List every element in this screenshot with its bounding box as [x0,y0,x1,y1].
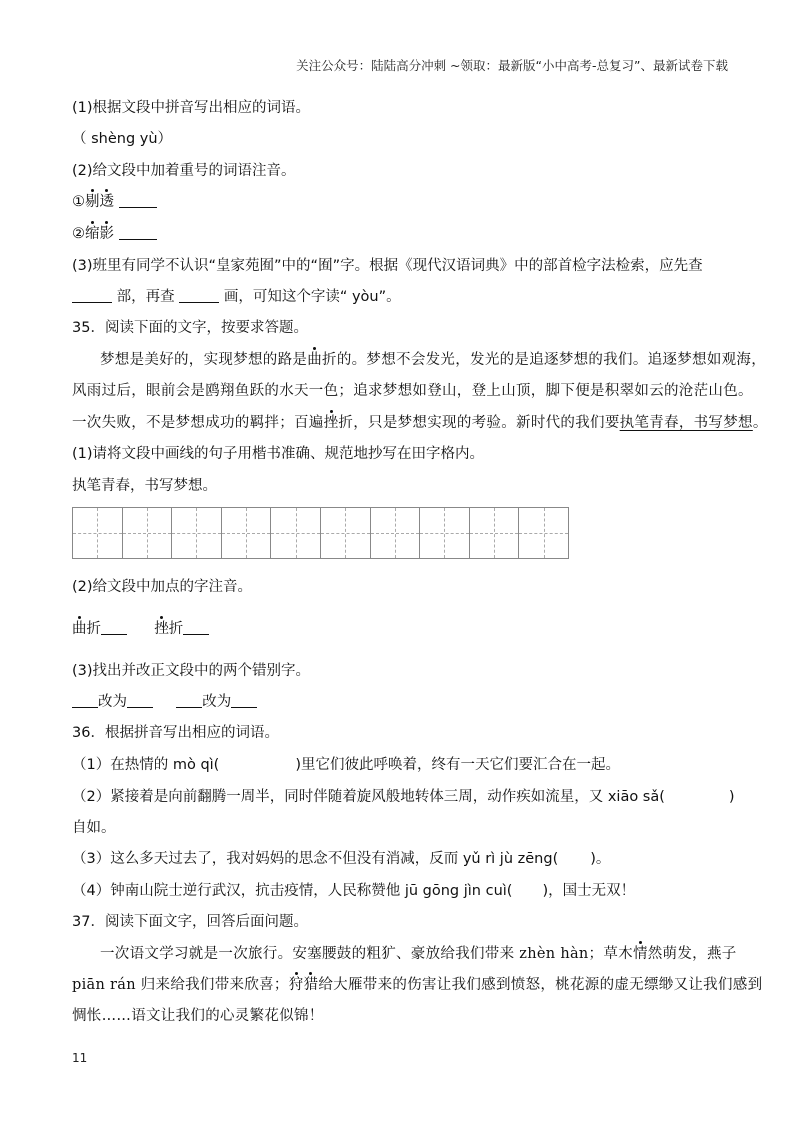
q35-part2: (2)给文段中加点的字注音。 [72,579,253,595]
grid-cell[interactable] [371,508,421,558]
item-text: （2）紧接着是向前翻腾一周半，同时伴随着旋风般地转体三周，动作疾如流星，又 xiāo sǎ( [72,789,665,805]
q36-item3 [72,849,610,869]
passage-text: 折的。梦想不会发光，发光的是追逐梦想的我们。追逐梦想如观海， [322,352,767,368]
grid-cell[interactable] [222,508,272,558]
answer-blank[interactable] [176,693,202,708]
grid-cell[interactable] [123,508,173,558]
answer-blank[interactable] [72,288,112,303]
q36-item4 [72,881,635,901]
page-header: 关注公众号：陆陆高分冲刺 ~领取：最新版“小中高考-总复习”、最新试卷下载 [296,58,728,73]
dotted-char: 狩 [288,977,304,993]
emphasis-char: 缩 [85,226,100,242]
q37-passage-line2 [72,975,762,995]
item-number: ② [72,226,85,242]
q34-part1: (1)根据文段中拼音写出相应的词语。 [72,100,311,116]
passage-text: 折，只是梦想实现的考验。新时代的我们要 [338,415,620,431]
grid-cell[interactable] [420,508,470,558]
item-text: ) [728,789,735,805]
q37-passage-line1 [100,944,737,964]
q35-title: 35．阅读下面的文字，按要求答题。 [72,320,308,336]
q37-passage-line3: 惆怅……语文让我们的心灵繁花似锦！ [72,1008,324,1024]
passage-text: 。 [752,415,768,431]
grid-cell[interactable] [73,508,123,558]
emphasis-char: 影 [99,226,114,242]
answer-blank[interactable] [101,620,127,635]
passage-text: 给大雁带来的伤害让我们感到愤怒，桃花源的虚无缥缈又让我们感到 [318,977,763,993]
passage-text: 然萌发，燕子 [647,946,737,962]
q35-part3: (3)找出并改正文段中的两个错别字。 [72,663,311,679]
q35-passage-line2: 风雨过后，眼前会是鸥翔鱼跃的水天一色；追求梦想如登山，登上山顶，脚下便是积翠如云的沧茫山色。 [72,383,753,399]
emphasis-char: 剔 [85,194,100,210]
dotted-char: 曲 [72,621,87,637]
change-to-label: 改为 [202,694,232,710]
answer-blank[interactable] [127,693,153,708]
underlined-sentence: 执笔青春，书写梦想 [619,415,753,431]
page-number: 11 [72,1051,88,1065]
q36-title: 36．根据拼音写出相应的词语。 [72,725,279,741]
passage-text: 一次语文学习就是一次旅行。安塞腰鼓的粗犷、豪放给我们带来 zhèn hàn；草木 [100,946,633,962]
word-rest: 折 [168,621,184,637]
q36-item2 [72,787,735,807]
dotted-char: 挫 [323,415,339,431]
grid-cell[interactable] [470,508,520,558]
q34-part3-line2 [72,287,401,307]
grid-cell[interactable] [321,508,371,558]
q34-part1-pinyin: （ shèng yù） [72,131,173,147]
q34-part2-item2 [72,224,157,244]
answer-blank[interactable] [179,288,219,303]
tianzige-grid[interactable] [72,507,569,559]
item-text: )里它们彼此呼唤着，终有一天它们要汇合在一起。 [295,757,620,773]
q35-part1: (1)请将文段中画线的句子用楷书准确、规范地抄写在田字格内。 [72,446,485,462]
dotted-char: 猎 [303,977,319,993]
dotted-char: 曲 [307,352,323,368]
item-text: （3）这么多天过去了，我对妈妈的思念不但没有消减，反而 yǔ rì jù zēng( [72,851,559,867]
item-text: （4）钟南山院士逆行武汉，抗击疫情，人民称赞他 jū gōng jìn cuì( [72,883,513,899]
passage-text: 梦想是美好的，实现梦想的路是 [100,352,308,368]
q37-title: 37．阅读下面文字，回答后面问题。 [72,914,308,930]
grid-cell[interactable] [172,508,222,558]
answer-blank[interactable] [183,620,209,635]
change-to-label: 改为 [98,694,127,710]
item-text: （1）在热情的 mò qì( [72,757,220,773]
item-number: ① [72,194,85,210]
answer-blank[interactable] [72,693,98,708]
q34-part3-text-b: 画，可知这个字读“ yòu”。 [223,289,401,305]
q36-item1 [72,755,620,775]
q35-part2-words [72,619,209,639]
item-text: )。 [590,851,611,867]
grid-cell[interactable] [519,508,568,558]
q34-part2: (2)给文段中加着重号的词语注音。 [72,163,296,179]
q35-passage-line1 [100,350,766,370]
word-rest: 折 [86,621,101,637]
answer-blank[interactable] [119,193,157,208]
emphasis-char: 透 [99,194,114,210]
q35-passage-line3 [72,413,768,433]
q35-copy-text: 执笔青春，书写梦想。 [72,478,217,494]
q36-item2-cont: 自如。 [72,820,116,836]
grid-cell[interactable] [271,508,321,558]
item-text: )，国士无双！ [542,883,636,899]
answer-blank[interactable] [119,225,157,240]
answer-blank[interactable] [231,693,257,708]
q34-part3-line1: (3)班里有同学不认识“皇家苑囿”中的“囿”字。根据《现代汉语词典》中的部首检字法检索，应先查 [72,258,703,274]
q34-part2-item1 [72,192,157,212]
passage-text: 一次失败，不是梦想成功的羁拌；百遍 [72,415,324,431]
dotted-char: 情 [632,946,648,962]
dotted-char: 挫 [154,621,169,637]
passage-text: piān rán 归来给我们带来欣喜； [72,977,289,993]
q34-part3-text-a: 部，再查 [116,289,175,305]
q35-part3-answers [72,692,257,712]
